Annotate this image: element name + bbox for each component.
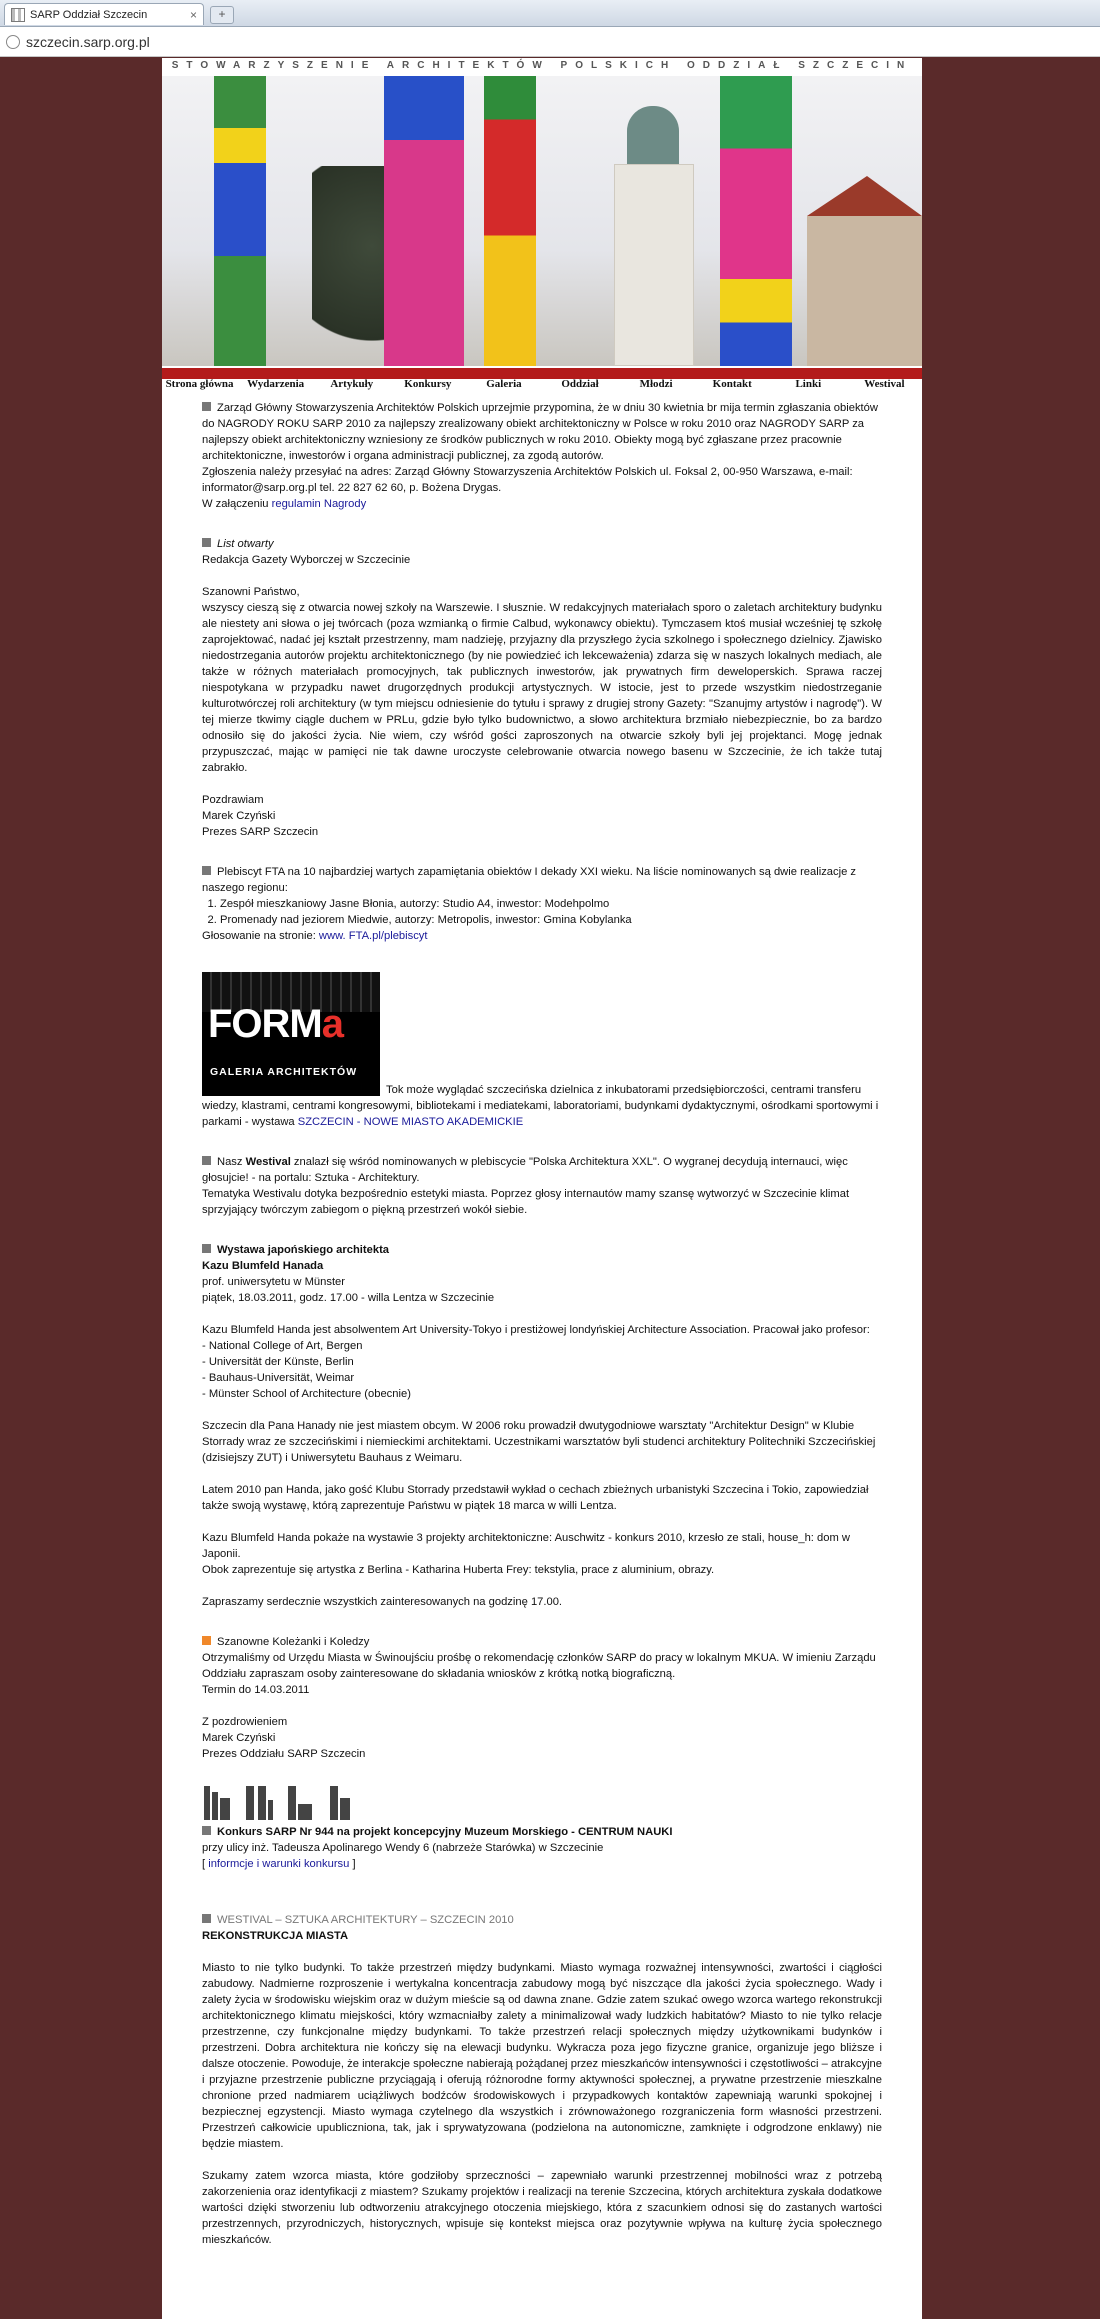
address-bar[interactable] [0,27,1100,57]
news3-text: Plebiscyt FTA na 10 najbardziej wartych zapamiętania obiektów I dekady XXI wieku. Na liście nominowanych są dwie realizacje z naszego regionu: [202,866,857,894]
news5-name: Kazu Blumfeld Hanada [202,1260,324,1272]
competition-logo-4 [328,1786,358,1820]
header-banner-image [162,76,922,366]
menu-oddzial[interactable]: Oddział [541,379,617,390]
forma-logo-accent: a [321,1002,344,1046]
forma-logo[interactable] [202,972,380,1096]
westival-bold: Westival [245,1156,291,1168]
bullet-square-icon [202,1914,211,1923]
banner-tower [614,164,694,366]
news5-p5: Zapraszamy serdecznie wszystkich zainteresowanych na godzinę 17.00. [202,1596,563,1608]
main-content [162,388,922,2248]
site-favicon-icon [11,8,25,22]
menu-strona-glowna[interactable]: Strona główna [162,379,237,390]
banner-sculpture-1 [214,76,266,366]
bullet-square-icon [202,402,211,411]
page [162,58,922,2319]
news6-deadline: Termin do 14.03.2011 [202,1684,310,1696]
menu-mlodzi[interactable]: Młodzi [618,379,694,390]
competition-logo-1 [202,1786,232,1820]
bullet-square-icon [202,1244,211,1253]
news2-body: wszyscy cieszą się z otwarcia nowej szkoły na Warszewie. I słusznie. W redakcyjnych materiałach sporo o zaletach architektury budynku ale niestety ani słowa o jej twórcach (poza wzmianką o firmie Calbud, wykonawcy obiektu). Tymczasem ktoś musiał wcześniej tę szkołę zaprojektować, nadać jej kształt przestrzenny, mam nadzieję, przyjazny dla przyszłego życia szkolnego i społecznego dzielnicy. Zjawisko niedostrzegania autorów projektu architektonicznego (by nie powiedzieć ich lekceważenia) zdarza się w naszych lokalnych mediach, ale także w różnych materiałach promocyjnych, tak publicznych inwestorów, jak prywatnych firm deweloperskich. Sprawa raczej niespotykana w przypadku nawet drugorzędnych produkcji artystycznych. W istocie, jest to przede wszystkim niedostrzeganie kulturotwórczej roli architektury (w tym miejscu odniesienie do tytułu i sprawy z drugiej strony Gazety: "Szanujmy artystów i nagrodę"). W tej mierze tkwimy ciągle duchem w PRLu, gdzie było tylko budownictwo, a słowo architektura brzmiało niebezpiecznie, bo za bardzo odnosiło się do jakości życia. Nie wiem, czy wśród gości zaproszonych na otwarcie szkoły byli jej projektanci. Mogę jednak przypuszczać, mając w pamięci nie tak dawne uroczyste celebrowanie otwarcia nowego basenu w Szczecinie, że ich także tutaj zabrakło. [202,602,882,774]
forma-logo-main: FORM [208,1002,322,1046]
news8-p2: Szukamy zatem wzorca miasta, które godziłoby sprzeczności – zapewniało warunki przestrzennej mobilności wraz z potrzebą zakorzenienia oraz identyfikacji z miastem? Szukamy projektów i realizacji na terenie Szczecina, których architektura zyskała dodatkowe wartości dzięki stworzeniu lub odtworzeniu atrakcyjnego otoczenia miejskiego, która z szacunkiem odnosi się do zastanych wartości przestrzennych, przyrodniczych, historycznych, wpisuje się kontekst miejsca oraz pozytywnie wpływa na kulturę życia społecznego mieszkańców. [202,2170,882,2246]
news8-title: REKONSTRUKCJA MIASTA [202,1930,349,1942]
news2-sign1: Pozdrawiam [202,794,264,806]
new-tab-button[interactable]: + [210,6,234,24]
news-item-forma [202,972,882,1130]
news6-sign1: Z pozdrowieniem [202,1716,288,1728]
forma-text: Tok może wyglądać szczecińska dzielnica z inkubatorami przedsiębiorczości, centrami transferu wiedzy, klastrami, centrami kongresowymi, bibliotekami i mediatekami, laboratoriami, budynkami dydaktycznymi, ośrodkami sportowymi i parkami - wystawa [202,1084,879,1128]
forma-logo-sub: GALERIA ARCHITEKTÓW [210,1066,358,1078]
fta-link[interactable]: www. FTA.pl/plebiscyt [318,930,428,942]
nominee-item: 1. Zespół mieszkaniowy Jasne Błonia, autorzy: Studio A4, inwestor: Modehpolmo [220,896,882,912]
nominees-list [202,896,882,928]
news5-p3: Latem 2010 pan Handa, jako gość Klubu Storrady przedstawił wykład o cechach zbieżnych urbanistyki Szczecina i Tokio, zapowiedział także swoją wystawę, którą zaprezentuje Państwu w piątek 18 marca w willi Lentza. [202,1484,869,1512]
news6-text: Otrzymaliśmy od Urzędu Miasta w Świnoujściu prośbę o rekomendację członków SARP do pracy w lokalnym MKUA. W imieniu Zarządu Oddziału zapraszam osoby zainteresowane do składania wniosków z krótką notką biograficzną. [202,1652,876,1680]
competition-logo-2 [244,1786,274,1820]
news-item-rekonstrukcja [202,1912,882,2248]
news1-text: Zarząd Główny Stowarzyszenia Architektów Polskich uprzejmie przypomina, że w dniu 30 kwietnia br mija termin zgłaszania obiektów do NAGRODY ROKU SARP 2010 za najlepszy zrealizowany obiekt architektoniczny w Polsce w roku 2010 oraz NAGRODY SARP za najlepszy obiekt architektoniczny wzniesiony ze środków publicznych w roku 2010. Obiekty mogą być zgłaszane przez pracownie architektoniczne, inwestorów i organa administracji publicznej, za zgodą autorów. [202,402,878,462]
banner-sculpture-4 [720,76,792,366]
menu-galeria[interactable]: Galeria [465,379,541,390]
news2-to: Redakcja Gazety Wyborczej w Szczecinie [202,554,411,566]
news-item-nagroda [202,400,882,512]
news-item-wystawa [202,1242,882,1610]
news5-p4a: Kazu Blumfeld Handa pokaże na wystawie 3 projekty architektoniczne: Auschwitz - konkurs 2010, krzesło ze stali, house_h: dom w Japonii. [202,1532,850,1560]
regulamin-link[interactable]: regulamin Nagrody [271,498,367,510]
close-tab-icon[interactable]: × [189,7,197,22]
news5-p2: Szczecin dla Pana Hanady nie jest miastem obcym. W 2006 roku prowadził dwutygodniowe warsztaty "Architektur Design" w Klubie Storrady wraz ze szczecińskimi i niemieckimi architektami. Uczestnikami warsztatów byli studenci architektury Politechniki Szczecińskiej (dzisiejszy ZUT) i Uniwersytetu Bauhaus z Weimaru. [202,1420,876,1464]
news5-p4b: Obok zaprezentuje się artystka z Berlina - Katharina Huberta Frey: tekstylia, prace z aluminium, obrazy. [202,1564,715,1576]
news6-sign2: Marek Czyński [202,1732,276,1744]
banner-tower-spire [627,106,679,166]
menu-kontakt[interactable]: Kontakt [694,379,770,390]
competition-logo-3 [286,1786,316,1820]
bullet-square-icon [202,538,211,547]
news2-sign3: Prezes SARP Szczecin [202,826,319,838]
menu-konkursy[interactable]: Konkursy [389,379,465,390]
news2-title: List otwarty [217,538,274,550]
news-item-plebiscyt [202,864,882,944]
news8-category: WESTIVAL – SZTUKA ARCHITEKTURY – SZCZECIN 2010 [217,1914,514,1926]
news5-u1: - National College of Art, Bergen [202,1340,363,1352]
url-text[interactable]: szczecin.sarp.org.pl [26,33,150,50]
bullet-square-icon [202,1156,211,1165]
news5-l1: prof. uniwersytetu w Münster [202,1276,346,1288]
nowe-miasto-link[interactable]: SZCZECIN - NOWE MIASTO AKADEMICKIE [297,1116,524,1128]
news2-sign2: Marek Czyński [202,810,276,822]
news7-loc: przy ulicy inż. Tadeusza Apolinarego Wendy 6 (nabrzeże Starówka) w Szczecinie [202,1842,604,1854]
news8-p1: Miasto to nie tylko budynki. To także przestrzeń między budynkami. Miasto wymaga rozważnej intensywności, zwartości i ciągłości zabudowy. Nadmierne rozproszenie i wertykalna koncentracja zabudowy mogą być niszczące dla jakości życia społecznego. Wady i zalety życia w środowisku wiejskim oraz w dużym mieście są od dawna znane. Gdzie zatem szukać owego wzorca wartego rekonstrukcji architektonicznego klimatu miejskości, który wzmacniałby zalety a minimalizował wady ludzkich habitatów? Miasto to nie tylko relacje przestrzenne, czy funkcjonalne między budynkami. To także przestrzeń relacji społecznych między użytkownikami budynków i przestrzeni. Dobra architektura nie kończy się na elewacji budynku. Wykracza poza jego fizyczne granice, organizuje jego bliższe i dalsze otoczenie. Powoduje, że interakcje społeczne nabierają pożądanej przez mieszkańców intensywności i częstotliwości – atrakcyjne i przyjazne przestrzenie publiczne przyciągają i oferują różnorodne formy aktywności społecznej, a prywatne przestrzenie mieszkalne chronione przed nadmiarem uciążliwych bodźców środowiskowych i przypadkowych kontaktów zapewniają warunki spokojnej i bezpiecznej egzystencji. Miasto wymaga czytelnego dla wszystkich i zrównoważonego rozgraniczenia form własności przestrzeni. Przestrzeń całkowicie upubliczniona, tak, jak i sprywatyzowana (podzielona na autonomiczne, zamknięte i odgrodzone enklawy) nie będzie miastem. [202,1962,882,2150]
org-name: STOWARZYSZENIE ARCHITEKTÓW POLSKICH ODDZIAŁ SZCZECIN [171,60,913,71]
news5-u4: - Münster School of Architecture (obecnie) [202,1388,411,1400]
konkurs-info-link[interactable]: informcje i warunki konkursu [208,1858,350,1870]
news1-attach-prefix: W załączeniu [202,498,272,510]
bullet-square-icon [202,1826,211,1835]
link-bracket-open: [ [202,1858,209,1870]
menu-linki[interactable]: Linki [770,379,846,390]
browser-tab-bar [0,0,1100,27]
menu-artykuly[interactable]: Artykuły [313,379,389,390]
news7-title: Konkurs SARP Nr 944 na projekt koncepcyjny Muzeum Morskiego - CENTRUM NAUKI [217,1826,673,1838]
news-item-westival [202,1154,882,1218]
banner-building [807,216,922,366]
news-item-mkua [202,1634,882,1762]
news5-u3: - Bauhaus-Universität, Weimar [202,1372,355,1384]
news4-pre: Nasz [217,1156,246,1168]
browser-tab[interactable] [4,3,204,25]
news-item-konkurs [202,1786,882,1872]
news6-title: Szanowne Koleżanki i Koledzy [217,1636,370,1648]
page-icon [6,35,20,49]
news6-sign3: Prezes Oddziału SARP Szczecin [202,1748,366,1760]
competition-logos [202,1786,882,1820]
news5-l2: piątek, 18.03.2011, godz. 17.00 - willa Lentza w Szczecinie [202,1292,495,1304]
news4-text: znalazł się wśród nominowanych w plebiscycie "Polska Architektura XXL". O wygranej decydują internauci, więc głosujcie! - na portalu: Sztuka - Architektury. [202,1156,848,1184]
menu-wydarzenia[interactable]: Wydarzenia [237,379,313,390]
bullet-square-icon [202,866,211,875]
news4-text2: Tematyka Westivalu dotyka bezpośrednio estetyki miasta. Poprzez głosy internautów mamy szansę wytworzyć w Szczecinie klimat sprzyjający twórczym zabiegom o piękną przestrzeń wokół siebie. [202,1188,850,1216]
bullet-square-orange-icon [202,1636,211,1645]
nominee-item: 2. Promenady nad jeziorem Miedwie, autorzy: Metropolis, inwestor: Gmina Kobylanka [220,912,882,928]
menu-westival[interactable]: Westival [846,379,922,390]
link-bracket-close: ] [349,1858,356,1870]
banner-sculpture-3 [484,76,536,366]
news1-address: Zgłoszenia należy przesyłać na adres: Zarząd Główny Stowarzyszenia Architektów Polskich ul. Foksal 2, 00-950 Warszawa, e-mail: informator@sarp.org.pl tel. 22 827 62 60, p. Bożena Drygas. [202,466,853,494]
banner-sculpture-2 [384,76,464,366]
news-item-list-otwarty [202,536,882,840]
news2-greeting: Szanowni Państwo, [202,586,300,598]
main-menu [162,366,922,388]
news5-u2: - Universität der Künste, Berlin [202,1356,354,1368]
vote-prefix: Głosowanie na stronie: [202,930,319,942]
tab-title: SARP Oddział Szczecin [30,8,148,21]
news5-p1: Kazu Blumfeld Handa jest absolwentem Art University-Tokyo i prestiżowej londyńskiej Architecture Association. Pracował jako profesor: [202,1324,870,1336]
news5-title: Wystawa japońskiego architekta [217,1244,390,1256]
